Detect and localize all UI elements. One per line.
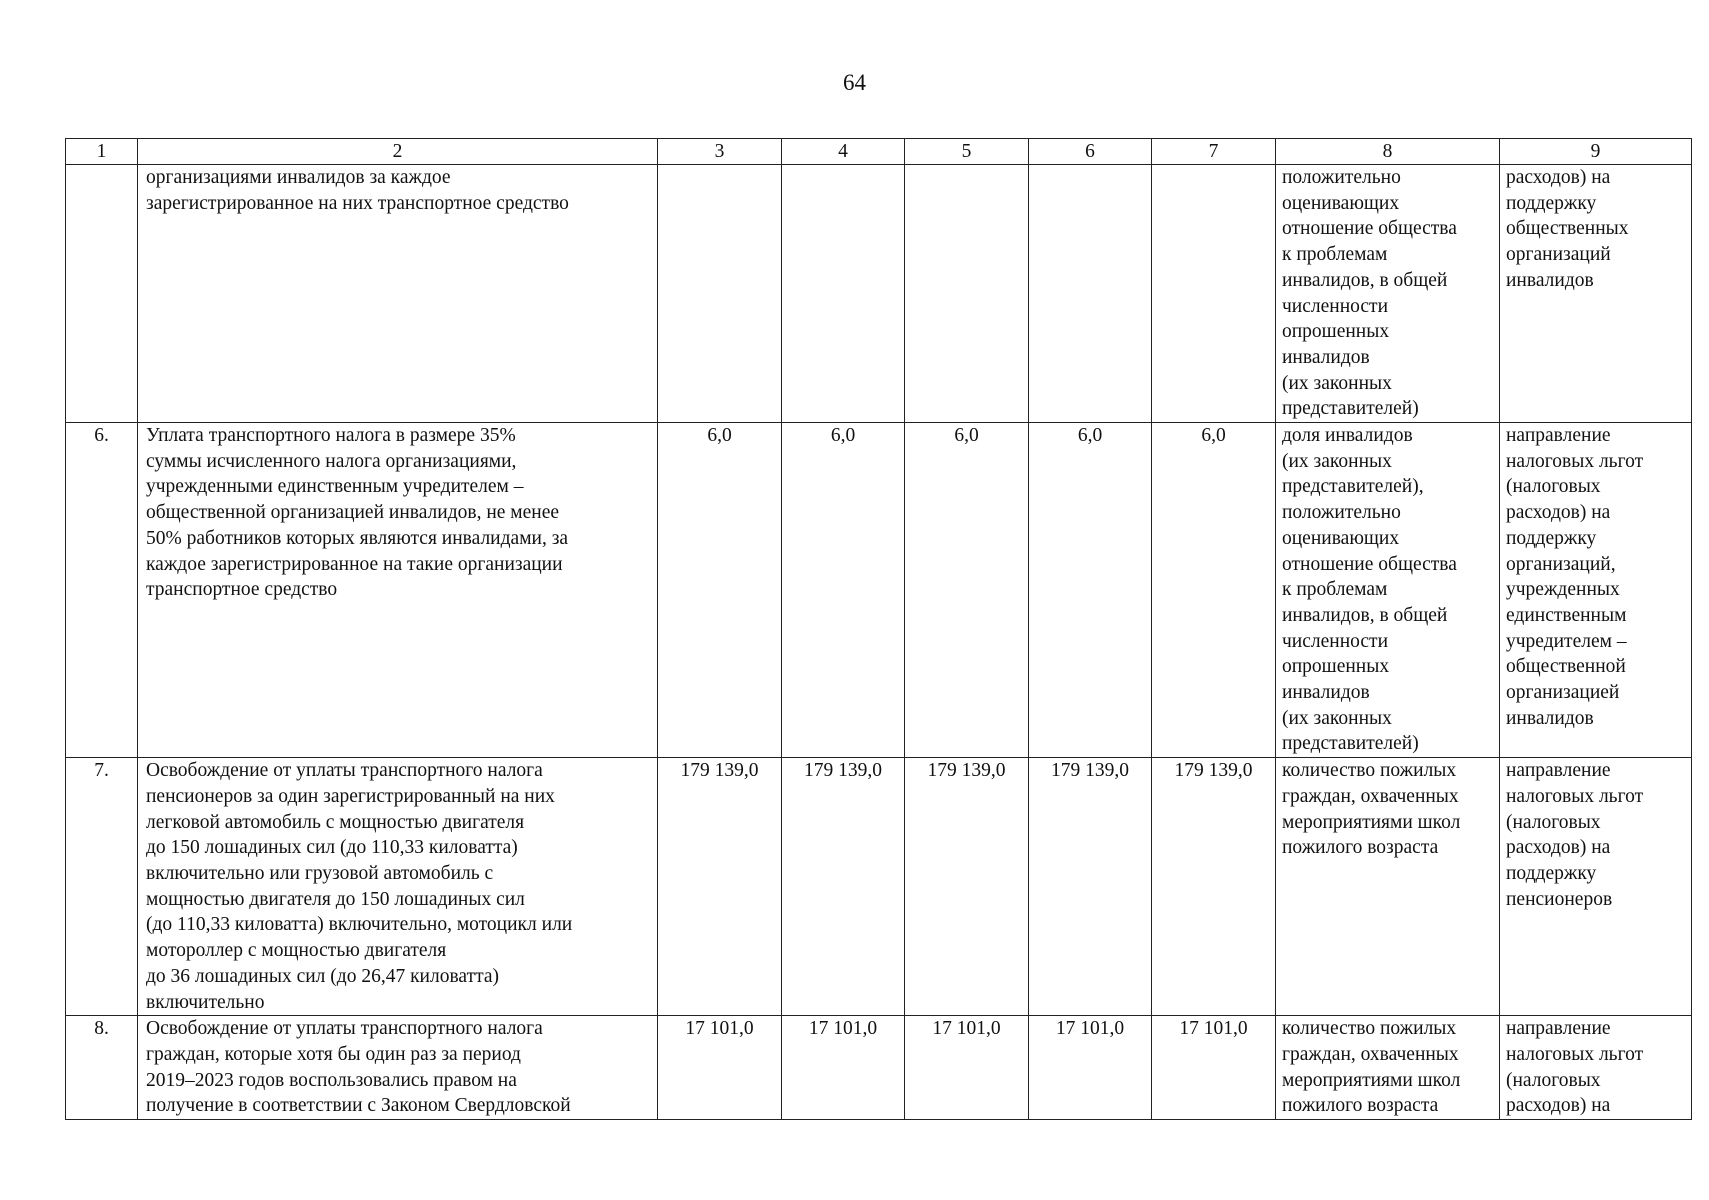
direction-line: налоговых льгот bbox=[1506, 450, 1644, 472]
direction-line: учредителем – bbox=[1506, 630, 1627, 652]
indicator-line: (их законных bbox=[1282, 707, 1392, 729]
value-cell: 6,0 bbox=[782, 423, 905, 758]
direction-line: инвалидов bbox=[1506, 269, 1594, 291]
indicator-line: отношение общества bbox=[1282, 218, 1457, 240]
indicator-line: представителей) bbox=[1282, 398, 1419, 420]
table-row bbox=[66, 758, 1692, 1016]
value-cell: 179 139,0 bbox=[1029, 758, 1152, 1016]
direction-line: поддержку bbox=[1506, 192, 1597, 214]
description-line: каждое зарегистрированное на такие организации bbox=[146, 553, 563, 575]
indicator-line: пожилого возраста bbox=[1282, 837, 1439, 859]
description-line: пенсионеров за один зарегистрированный на них bbox=[146, 785, 555, 807]
value-cell: 6,0 bbox=[1029, 423, 1152, 758]
row-indicator bbox=[1276, 423, 1500, 758]
indicator-line: положительно bbox=[1282, 167, 1401, 188]
column-header: 8 bbox=[1276, 139, 1500, 165]
row-description bbox=[138, 758, 658, 1016]
row-number: 8. bbox=[66, 1016, 138, 1120]
indicator-line: инвалидов bbox=[1282, 346, 1370, 368]
indicator-line: представителей) bbox=[1282, 733, 1419, 755]
page-number: 64 bbox=[843, 70, 866, 95]
direction-line: общественной bbox=[1506, 656, 1626, 678]
description-line: до 150 лошадиных сил (до 110,33 киловатта) bbox=[146, 837, 518, 859]
indicator-line: (их законных bbox=[1282, 450, 1392, 472]
row-description bbox=[138, 423, 658, 758]
value-cell: 6,0 bbox=[658, 423, 782, 758]
indicator-line: опрошенных bbox=[1282, 656, 1390, 678]
description-line: граждан, которые хотя бы один раз за период bbox=[146, 1043, 521, 1065]
indicator-line: оценивающих bbox=[1282, 192, 1400, 214]
row-number: 6. bbox=[66, 423, 138, 758]
direction-line: единственным bbox=[1506, 604, 1627, 626]
direction-line: поддержку bbox=[1506, 862, 1597, 884]
description-line: 2019–2023 годов воспользовались правом на bbox=[146, 1069, 517, 1091]
description-line: Освобождение от уплаты транспортного налога bbox=[146, 1018, 543, 1040]
direction-line: (налоговых bbox=[1506, 1069, 1601, 1091]
column-header: 6 bbox=[1029, 139, 1152, 165]
column-header: 3 bbox=[658, 139, 782, 165]
description-line: включительно bbox=[146, 991, 265, 1013]
indicator-line: численности bbox=[1282, 295, 1389, 317]
row-direction bbox=[1500, 423, 1692, 758]
row-direction bbox=[1500, 1016, 1692, 1120]
direction-line: расходов) на bbox=[1506, 167, 1611, 188]
indicator-line: доля инвалидов bbox=[1282, 425, 1413, 447]
description-line: транспортное средство bbox=[146, 579, 338, 601]
direction-line: (налоговых bbox=[1506, 811, 1601, 833]
value-cell bbox=[1029, 165, 1152, 423]
description-line: зарегистрированное на них транспортное средство bbox=[146, 192, 569, 214]
column-header: 9 bbox=[1500, 139, 1692, 165]
row-indicator bbox=[1276, 758, 1500, 1016]
table-row bbox=[66, 165, 1692, 423]
value-cell: 6,0 bbox=[905, 423, 1029, 758]
direction-line: направление bbox=[1506, 1018, 1611, 1040]
direction-line: налоговых льгот bbox=[1506, 785, 1644, 807]
row-number bbox=[66, 165, 138, 423]
direction-line: (налоговых bbox=[1506, 476, 1601, 498]
description-line: 50% работников которых являются инвалидами, за bbox=[146, 527, 569, 549]
direction-line: организаций, bbox=[1506, 553, 1616, 575]
row-indicator bbox=[1276, 1016, 1500, 1120]
direction-line: организацией bbox=[1506, 682, 1620, 704]
value-cell: 179 139,0 bbox=[1152, 758, 1276, 1016]
indicator-line: опрошенных bbox=[1282, 321, 1390, 343]
indicator-line: инвалидов, в общей bbox=[1282, 604, 1448, 626]
column-header: 1 bbox=[66, 139, 138, 165]
indicator-line: инвалидов bbox=[1282, 682, 1370, 704]
description-line: включительно или грузовой автомобиль с bbox=[146, 862, 494, 884]
indicator-line: отношение общества bbox=[1282, 553, 1457, 575]
row-description bbox=[138, 165, 658, 423]
value-cell: 17 101,0 bbox=[782, 1016, 905, 1120]
indicator-line: мероприятиями школ bbox=[1282, 1069, 1461, 1091]
value-cell: 17 101,0 bbox=[905, 1016, 1029, 1120]
column-header: 2 bbox=[138, 139, 658, 165]
direction-line: расходов) на bbox=[1506, 837, 1611, 859]
value-cell: 17 101,0 bbox=[1029, 1016, 1152, 1120]
value-cell: 179 139,0 bbox=[782, 758, 905, 1016]
value-cell: 6,0 bbox=[1152, 423, 1276, 758]
value-cell: 179 139,0 bbox=[905, 758, 1029, 1016]
direction-line: расходов) на bbox=[1506, 502, 1611, 524]
row-description bbox=[138, 1016, 658, 1120]
value-cell bbox=[658, 165, 782, 423]
direction-line: расходов) на bbox=[1506, 1095, 1611, 1117]
row-number: 7. bbox=[66, 758, 138, 1016]
direction-line: направление bbox=[1506, 425, 1611, 447]
column-header: 5 bbox=[905, 139, 1029, 165]
description-line: мотороллер с мощностью двигателя bbox=[146, 940, 447, 962]
table-row bbox=[66, 423, 1692, 758]
direction-line: общественных bbox=[1506, 218, 1629, 240]
description-line: (до 110,33 киловатта) включительно, мотоцикл или bbox=[146, 914, 573, 936]
indicator-line: количество пожилых bbox=[1282, 1018, 1457, 1040]
direction-line: поддержку bbox=[1506, 527, 1597, 549]
direction-line: инвалидов bbox=[1506, 707, 1594, 729]
table-header-row bbox=[66, 139, 1692, 165]
value-cell: 179 139,0 bbox=[658, 758, 782, 1016]
indicator-line: пожилого возраста bbox=[1282, 1095, 1439, 1117]
indicator-line: оценивающих bbox=[1282, 527, 1400, 549]
indicator-line: представителей), bbox=[1282, 476, 1424, 498]
row-indicator bbox=[1276, 165, 1500, 423]
value-cell: 17 101,0 bbox=[1152, 1016, 1276, 1120]
description-line: получение в соответствии с Законом Свердловской bbox=[146, 1095, 571, 1117]
direction-line: пенсионеров bbox=[1506, 888, 1613, 910]
indicator-line: граждан, охваченных bbox=[1282, 785, 1459, 807]
description-line: суммы исчисленного налога организациями, bbox=[146, 450, 517, 472]
indicator-line: положительно bbox=[1282, 502, 1401, 524]
indicator-line: численности bbox=[1282, 630, 1389, 652]
value-cell bbox=[1152, 165, 1276, 423]
value-cell: 17 101,0 bbox=[658, 1016, 782, 1120]
description-line: общественной организацией инвалидов, не менее bbox=[146, 502, 560, 524]
description-line: учрежденными единственным учредителем – bbox=[146, 476, 524, 498]
direction-line: организаций bbox=[1506, 244, 1611, 266]
row-direction bbox=[1500, 165, 1692, 423]
description-line: Уплата транспортного налога в размере 35% bbox=[146, 425, 516, 447]
indicator-line: к проблемам bbox=[1282, 244, 1388, 266]
indicator-line: к проблемам bbox=[1282, 579, 1388, 601]
description-line: мощностью двигателя до 150 лошадиных сил bbox=[146, 888, 525, 910]
description-line: до 36 лошадиных сил (до 26,47 киловатта) bbox=[146, 965, 499, 987]
direction-line: направление bbox=[1506, 760, 1611, 782]
column-header: 4 bbox=[782, 139, 905, 165]
indicator-line: количество пожилых bbox=[1282, 760, 1457, 782]
value-cell bbox=[905, 165, 1029, 423]
indicator-line: (их законных bbox=[1282, 372, 1392, 394]
column-header: 7 bbox=[1152, 139, 1276, 165]
description-line: организациями инвалидов за каждое bbox=[146, 167, 451, 188]
indicator-line: мероприятиями школ bbox=[1282, 811, 1461, 833]
direction-line: учрежденных bbox=[1506, 579, 1620, 601]
data-table bbox=[65, 138, 1692, 1120]
row-direction bbox=[1500, 758, 1692, 1016]
table-row bbox=[66, 1016, 1692, 1120]
direction-line: налоговых льгот bbox=[1506, 1043, 1644, 1065]
value-cell bbox=[782, 165, 905, 423]
indicator-line: граждан, охваченных bbox=[1282, 1043, 1459, 1065]
indicator-line: инвалидов, в общей bbox=[1282, 269, 1448, 291]
description-line: Освобождение от уплаты транспортного налога bbox=[146, 760, 543, 782]
description-line: легковой автомобиль с мощностью двигателя bbox=[146, 811, 525, 833]
